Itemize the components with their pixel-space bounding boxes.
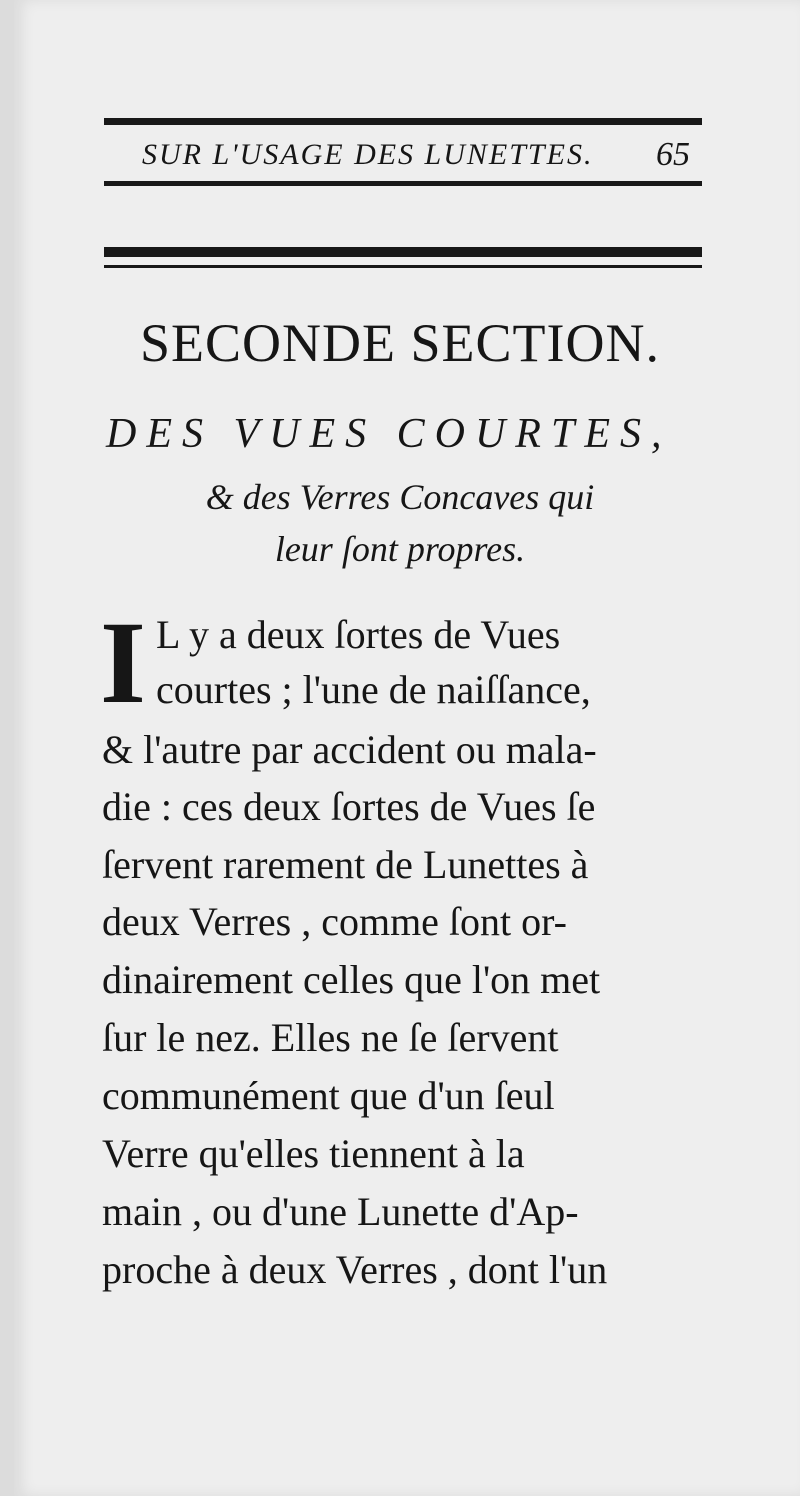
body-line: communément que d'un ſeul	[102, 1073, 555, 1118]
section-subtitle-line-3: leur ſont propres.	[274, 529, 526, 569]
body-line: & l'autre par accident ou mala-	[102, 727, 597, 772]
body-line: ſur le nez. Elles ne ſe ſervent	[102, 1015, 559, 1060]
top-rule	[104, 118, 702, 125]
body-line: proche à deux Verres , dont l'un	[102, 1247, 608, 1292]
body-line: die : ces deux ſortes de Vues ſe	[102, 784, 596, 829]
running-head: SUR L'USAGE DES LUNETTES.	[142, 138, 594, 171]
body-line: deux Verres , comme ſont or-	[102, 899, 567, 944]
body-line: ſervent rarement de Lunettes à	[102, 842, 589, 887]
section-thin-rule	[104, 265, 702, 268]
body-line: Verre qu'elles tiennent à la	[102, 1131, 525, 1176]
header-underline-rule	[104, 181, 702, 186]
body-line: courtes ; l'une de naiſſance,	[156, 667, 591, 712]
section-subtitle-line-2: & des Verres Concaves qui	[205, 477, 595, 517]
body-line: L y a deux ſortes de Vues	[156, 612, 561, 657]
section-title: SECONDE SECTION.	[139, 313, 660, 373]
section-subtitle-line-1: DES VUES COURTES,	[106, 411, 672, 457]
body-line: main , ou d'une Lunette d'Ap-	[102, 1189, 579, 1234]
page-number: 65	[656, 136, 690, 173]
drop-cap: I	[100, 597, 146, 728]
body-line: dinairement celles que l'on met	[102, 957, 601, 1002]
section-thick-rule	[104, 247, 702, 257]
